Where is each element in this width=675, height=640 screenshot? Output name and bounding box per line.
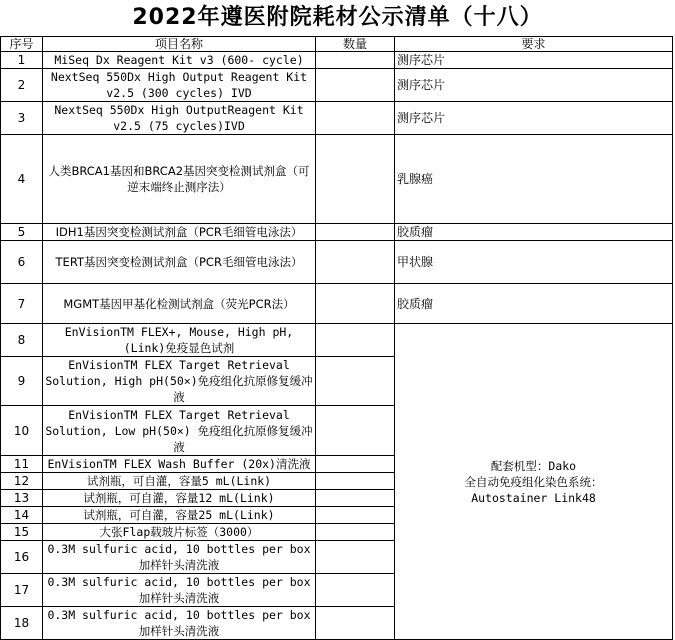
table-row xyxy=(1,284,673,324)
row-name: 0.3M sulfuric acid, 10 bottles per box 加样针头清洗液 xyxy=(43,541,316,574)
row-no: 8 xyxy=(1,324,43,357)
header-req: 要求 xyxy=(395,37,673,52)
row-qty xyxy=(316,574,395,607)
row-name: NextSeq 550Dx High OutputReagent Kit v2.5 (75 cycles)IVD xyxy=(43,102,316,135)
row-no: 11 xyxy=(1,456,43,473)
row-qty xyxy=(316,102,395,135)
row-no: 13 xyxy=(1,490,43,507)
row-name: 试剂瓶，可自灌，容量25 mL(Link) xyxy=(43,507,316,524)
row-name: NextSeq 550Dx High Output Reagent Kit v2.5 (300 cycles) IVD xyxy=(43,69,316,102)
merged-requirement xyxy=(395,324,673,640)
row-no: 16 xyxy=(1,541,43,574)
row-no: 12 xyxy=(1,473,43,490)
row-no: 7 xyxy=(1,284,43,324)
row-no: 9 xyxy=(1,357,43,406)
row-no: 1 xyxy=(1,52,43,69)
row-req: 测序芯片 xyxy=(395,102,673,135)
row-no: 14 xyxy=(1,507,43,524)
table-row xyxy=(1,224,673,241)
row-req: 乳腺癌 xyxy=(395,135,673,224)
row-req: 胶质瘤 xyxy=(395,224,673,241)
row-name: IDH1基因突变检测试剂盒（PCR毛细管电泳法） xyxy=(43,224,316,241)
row-req: 测序芯片 xyxy=(395,69,673,102)
header-qty: 数量 xyxy=(316,37,395,52)
row-qty xyxy=(316,524,395,541)
table-row xyxy=(1,324,673,357)
row-name: 0.3M sulfuric acid, 10 bottles per box 加样针头清洗液 xyxy=(43,574,316,607)
row-req: 胶质瘤 xyxy=(395,284,673,324)
row-no: 4 xyxy=(1,135,43,224)
row-qty xyxy=(316,357,395,406)
row-name: EnVisionTM FLEX Target Retrieval Solution, Low pH(50×) 免疫组化抗原修复缓冲液 xyxy=(43,406,316,456)
table-row xyxy=(1,69,673,102)
row-name: MGMT基因甲基化检测试剂盒（荧光PCR法） xyxy=(43,284,316,324)
row-qty xyxy=(316,456,395,473)
header-no: 序号 xyxy=(1,37,43,52)
row-req: 测序芯片 xyxy=(395,52,673,69)
row-no: 6 xyxy=(1,241,43,284)
row-name: EnVisionTM FLEX Wash Buffer (20x)清洗液 xyxy=(43,456,316,473)
row-qty xyxy=(316,607,395,640)
row-qty xyxy=(316,241,395,284)
table-row xyxy=(1,241,673,284)
row-no: 3 xyxy=(1,102,43,135)
row-qty xyxy=(316,284,395,324)
row-no: 17 xyxy=(1,574,43,607)
row-name: 人类BRCA1基因和BRCA2基因突变检测试剂盒（可逆末端终止测序法） xyxy=(43,135,316,224)
row-qty xyxy=(316,324,395,357)
sheet-title: 2022年遵医附院耗材公示清单（十八） xyxy=(132,5,543,30)
row-no: 15 xyxy=(1,524,43,541)
row-name: 0.3M sulfuric acid, 10 bottles per box 加样针头清洗液 xyxy=(43,607,316,640)
header-row xyxy=(1,37,673,52)
row-req: 甲状腺 xyxy=(395,241,673,284)
row-qty xyxy=(316,135,395,224)
row-no: 2 xyxy=(1,69,43,102)
row-name: 大张Flap载玻片标签（3000） xyxy=(43,524,316,541)
row-name: 试剂瓶，可自灌，容量12 mL(Link) xyxy=(43,490,316,507)
row-qty xyxy=(316,473,395,490)
row-qty xyxy=(316,541,395,574)
row-qty xyxy=(316,507,395,524)
row-qty xyxy=(316,69,395,102)
row-no: 10 xyxy=(1,406,43,456)
row-name: 试剂瓶，可自灌，容量5 mL(Link) xyxy=(43,473,316,490)
row-no: 5 xyxy=(1,224,43,241)
merged-req-line: 全自动免疫组化染色系统： xyxy=(464,474,603,489)
table-row xyxy=(1,135,673,224)
row-no: 18 xyxy=(1,607,43,640)
merged-req-line: 配套机型：Dako xyxy=(490,458,577,473)
merged-req-line: Autostainer Link48 xyxy=(471,490,596,505)
row-name: EnVisionTM FLEX Target Retrieval Solution, High pH(50×)免疫组化抗原修复缓冲液 xyxy=(43,357,316,406)
table-row xyxy=(1,52,673,69)
header-name: 项目名称 xyxy=(43,37,316,52)
row-qty xyxy=(316,224,395,241)
row-qty xyxy=(316,52,395,69)
row-name: EnVisionTM FLEX+, Mouse, High pH, (Link)免疫显色试剂 xyxy=(43,324,316,357)
row-qty xyxy=(316,406,395,456)
consumables-table xyxy=(0,36,673,640)
row-qty xyxy=(316,490,395,507)
table-row xyxy=(1,102,673,135)
row-name: MiSeq Dx Reagent Kit v3 (600- cycle) xyxy=(43,52,316,69)
row-name: TERT基因突变检测试剂盒（PCR毛细管电泳法） xyxy=(43,241,316,284)
